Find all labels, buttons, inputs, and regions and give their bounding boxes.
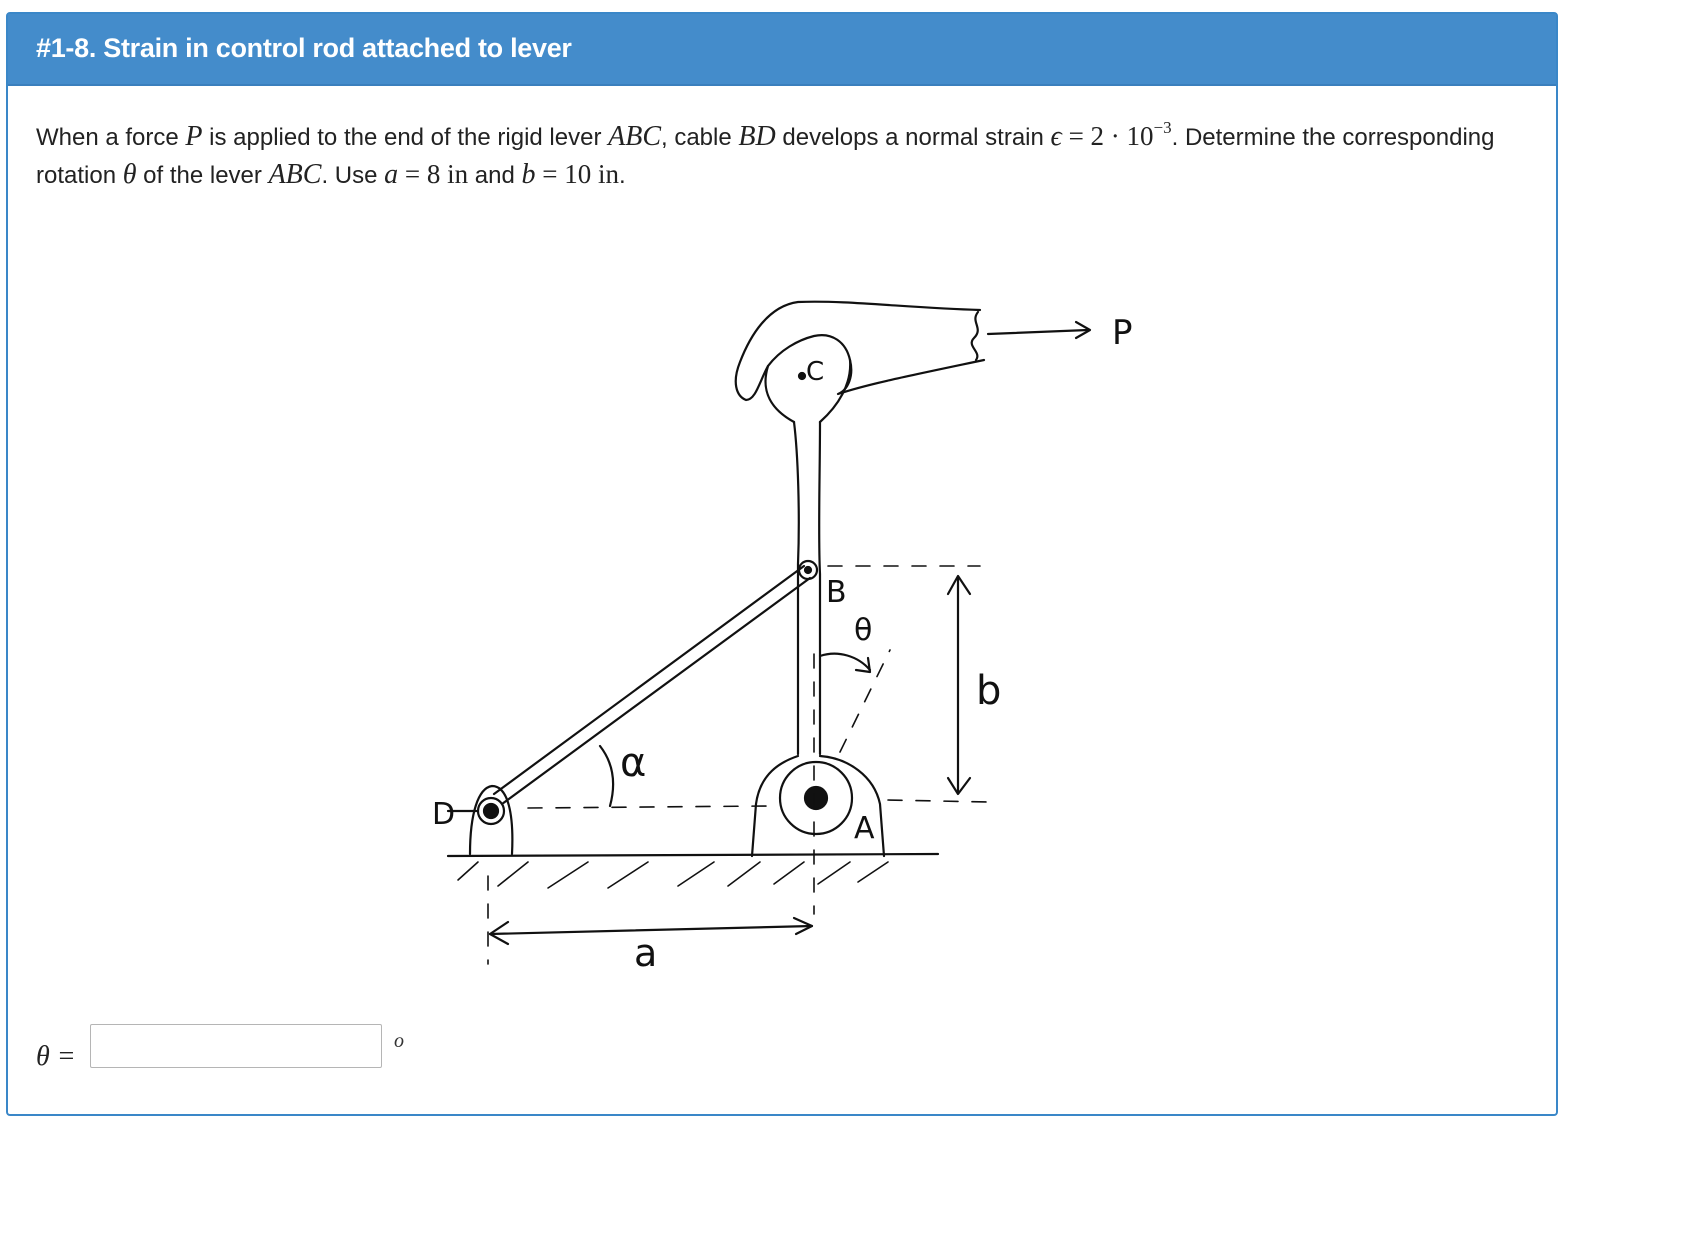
pin-B-dot (805, 567, 811, 573)
math-epsilon: ϵ (1050, 121, 1062, 152)
label-A: A (854, 811, 875, 846)
force-arrow-shaft (988, 330, 1088, 334)
hand-cuff (972, 312, 978, 360)
problem-text: of the lever (136, 162, 269, 189)
lever-right-edge (819, 422, 820, 754)
math-BD: BD (738, 121, 776, 152)
ground-hatching (458, 862, 888, 888)
label-alpha: α (620, 740, 647, 786)
label-theta: θ (854, 613, 873, 648)
degree-unit: o (394, 1030, 404, 1052)
question-card (6, 12, 1558, 1116)
label-b: b (976, 668, 1002, 714)
label-B: B (826, 575, 847, 610)
theta-answer-input[interactable] (90, 1024, 382, 1068)
math-a: a (384, 159, 399, 190)
alpha-arc (600, 746, 613, 806)
math-ABC: ABC (268, 159, 322, 190)
math-a-value: = 8 in (398, 159, 469, 189)
label-P: P (1112, 313, 1133, 353)
point-C (799, 373, 805, 379)
cable-BD-upper (494, 566, 804, 794)
question-title: #1-8. Strain in control rod attached to lever (36, 33, 572, 63)
problem-text: is applied to the end of the rigid lever (202, 124, 609, 151)
pin-A (805, 787, 827, 809)
theta-arc (820, 654, 870, 670)
problem-text: . (619, 162, 626, 189)
cable-BD-lower (502, 578, 810, 804)
problem-text: , cable (661, 124, 739, 151)
math-ABC: ABC (608, 121, 661, 152)
label-C: C (806, 357, 825, 387)
label-D: D (432, 797, 456, 832)
problem-text: and (468, 162, 522, 189)
math-b-value: = 10 in (535, 159, 619, 189)
pin-D (484, 804, 498, 818)
label-a: a (634, 931, 658, 975)
problem-text: When a force (36, 124, 186, 151)
problem-text: . Determine the corresponding rotation (36, 124, 1495, 189)
answer-label: θ = (36, 1041, 76, 1072)
problem-text: . Use (321, 162, 385, 189)
math-b: b (521, 159, 536, 190)
dashed-lines (488, 566, 988, 964)
math-P: P (185, 121, 203, 152)
math-exponent: −3 (1153, 118, 1172, 137)
math-theta: θ (122, 159, 137, 190)
ground-line (448, 854, 938, 856)
problem-text: develops a normal strain (775, 124, 1051, 151)
math-strain-value: = 2 · 10 (1061, 121, 1154, 151)
hand-outline (736, 302, 984, 400)
support-D (470, 786, 512, 854)
lever-diagram (8, 14, 1560, 1118)
